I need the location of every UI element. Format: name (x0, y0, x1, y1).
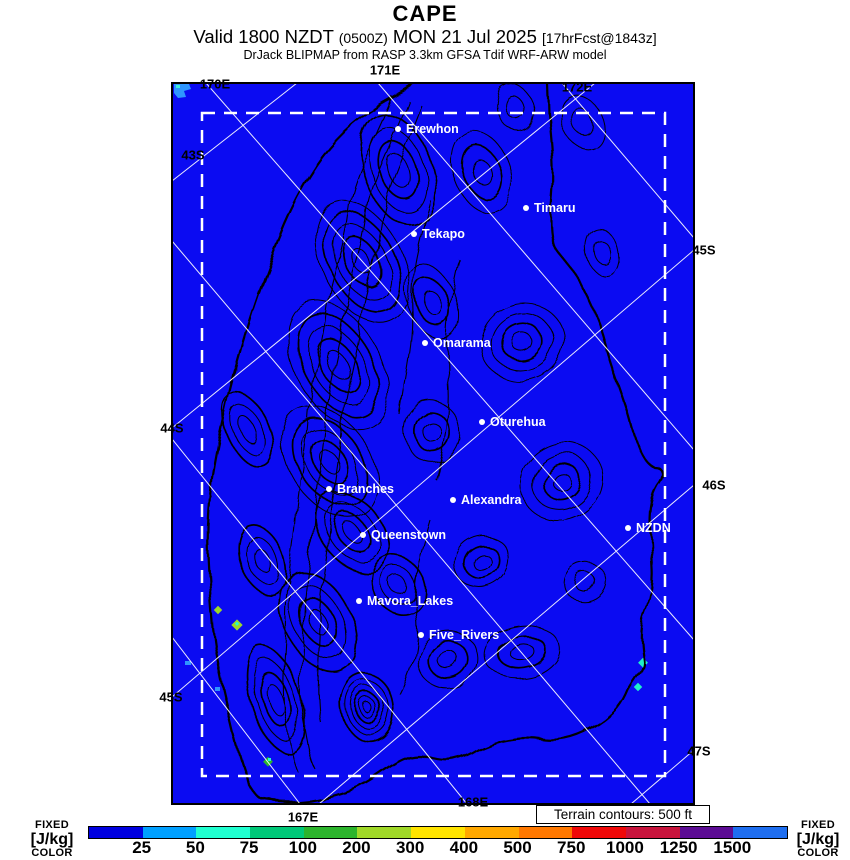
location-label: Oturehua (490, 415, 546, 429)
colorbar-segment-2 (196, 827, 250, 838)
colorbar-tick-500: 500 (503, 838, 532, 857)
location-marker-tekapo (411, 227, 465, 241)
colorbar-segment-11 (680, 827, 734, 838)
colorbar-segment-5 (357, 827, 411, 838)
location-dot (418, 632, 424, 638)
colorbar-tick-50: 50 (185, 838, 205, 857)
location-marker-oturehua (479, 415, 546, 429)
colorbar-tick-100: 100 (288, 838, 317, 857)
grid-label-171e: 171E (369, 62, 401, 78)
terrain-note-box (536, 805, 710, 824)
location-marker-omarama (422, 336, 491, 350)
unit-color-label: COLOR (31, 847, 73, 860)
grid-label-43s: 43S (181, 147, 205, 163)
colorbar-segment-7 (465, 827, 519, 838)
location-label: Erewhon (406, 122, 459, 136)
page-title: CAPE (392, 1, 458, 26)
unit-color-label: COLOR (797, 847, 839, 860)
location-label: Queenstown (371, 528, 447, 542)
colorbar-tick-200: 200 (342, 838, 371, 857)
location-dot (450, 497, 456, 503)
colorbar-tick-300: 300 (395, 838, 425, 857)
colorbar-unit-left (24, 820, 80, 860)
unit-jkg-label: [J/kg] (30, 830, 74, 848)
location-marker-five_rivers (418, 628, 499, 642)
location-marker-mavora_lakes (356, 594, 453, 608)
location-label: Timaru (534, 201, 576, 215)
colorbar-tick-1500: 1500 (713, 838, 752, 857)
location-dot (523, 205, 529, 211)
grid-label-46s: 46S (702, 477, 726, 493)
location-label: NZDN (636, 521, 671, 535)
location-label: Five_Rivers (429, 628, 500, 642)
location-label: Branches (337, 482, 394, 496)
location-dot (360, 532, 366, 538)
colorbar-segment-12 (733, 827, 787, 838)
location-dot (625, 525, 631, 531)
terrain-note-text: Terrain contours: 500 ft (553, 807, 693, 822)
colorbar-segment-3 (250, 827, 304, 838)
colorbar-segment-4 (304, 827, 358, 838)
location-dot (422, 340, 428, 346)
colorbar-segment-9 (572, 827, 626, 838)
location-label: Omarama (433, 336, 491, 350)
colorbar-tick-75: 75 (239, 838, 259, 857)
forecast-tag: [17hrFcst@1843z] (542, 30, 657, 46)
grid-label-45s: 45S (159, 689, 183, 705)
colorbar-segment-0 (89, 827, 143, 838)
unit-jkg-label: [J/kg] (796, 830, 840, 848)
colorbar-unit-right (790, 820, 846, 860)
colorbar-tick-1000: 1000 (606, 838, 644, 857)
colorbar-segment-8 (519, 827, 573, 838)
location-marker-erewhon (395, 122, 459, 136)
location-dot (479, 419, 485, 425)
valid-date: MON 21 Jul 2025 (392, 26, 537, 47)
colorbar-tick-750: 750 (557, 838, 586, 857)
map-field-background (172, 83, 694, 804)
model-line: DrJack BLIPMAP from RASP 3.3km GFSA Tdif WRF-ARW model (243, 48, 607, 62)
location-marker-queenstown (360, 528, 446, 542)
colorbar-segment-1 (143, 827, 197, 838)
location-dot (326, 486, 332, 492)
grid-label-168e: 168E (457, 794, 489, 810)
location-dot (395, 126, 401, 132)
grid-label-167e: 167E (287, 809, 319, 825)
grid-label-170e: 170E (199, 76, 231, 92)
unit-fixed-label: FIXED (801, 819, 835, 831)
location-marker-timaru (523, 201, 575, 215)
grid-label-47s: 47S (687, 743, 711, 759)
location-marker-nzdn (625, 521, 671, 535)
grid-label-172e: 172E (561, 79, 593, 95)
grid-label-44s: 44S (160, 420, 184, 436)
location-label: Mavora_Lakes (367, 594, 454, 608)
unit-fixed-label: FIXED (35, 819, 69, 831)
colorbar-tick-25: 25 (132, 838, 152, 857)
location-label: Alexandra (461, 493, 522, 507)
colorbar-tick-1250: 1250 (659, 838, 698, 857)
valid-prefix: Valid 1800 NZDT (193, 26, 334, 47)
valid-utc: (0500Z) (338, 30, 388, 46)
colorbar-segment-6 (411, 827, 465, 838)
grid-label-45s: 45S (692, 242, 716, 258)
location-dot (356, 598, 362, 604)
colorbar-segment-10 (626, 827, 680, 838)
location-marker-alexandra (450, 493, 521, 507)
location-label: Tekapo (422, 227, 465, 241)
location-marker-branches (326, 482, 394, 496)
location-dot (411, 231, 417, 237)
colorbar-tick-400: 400 (449, 838, 479, 857)
